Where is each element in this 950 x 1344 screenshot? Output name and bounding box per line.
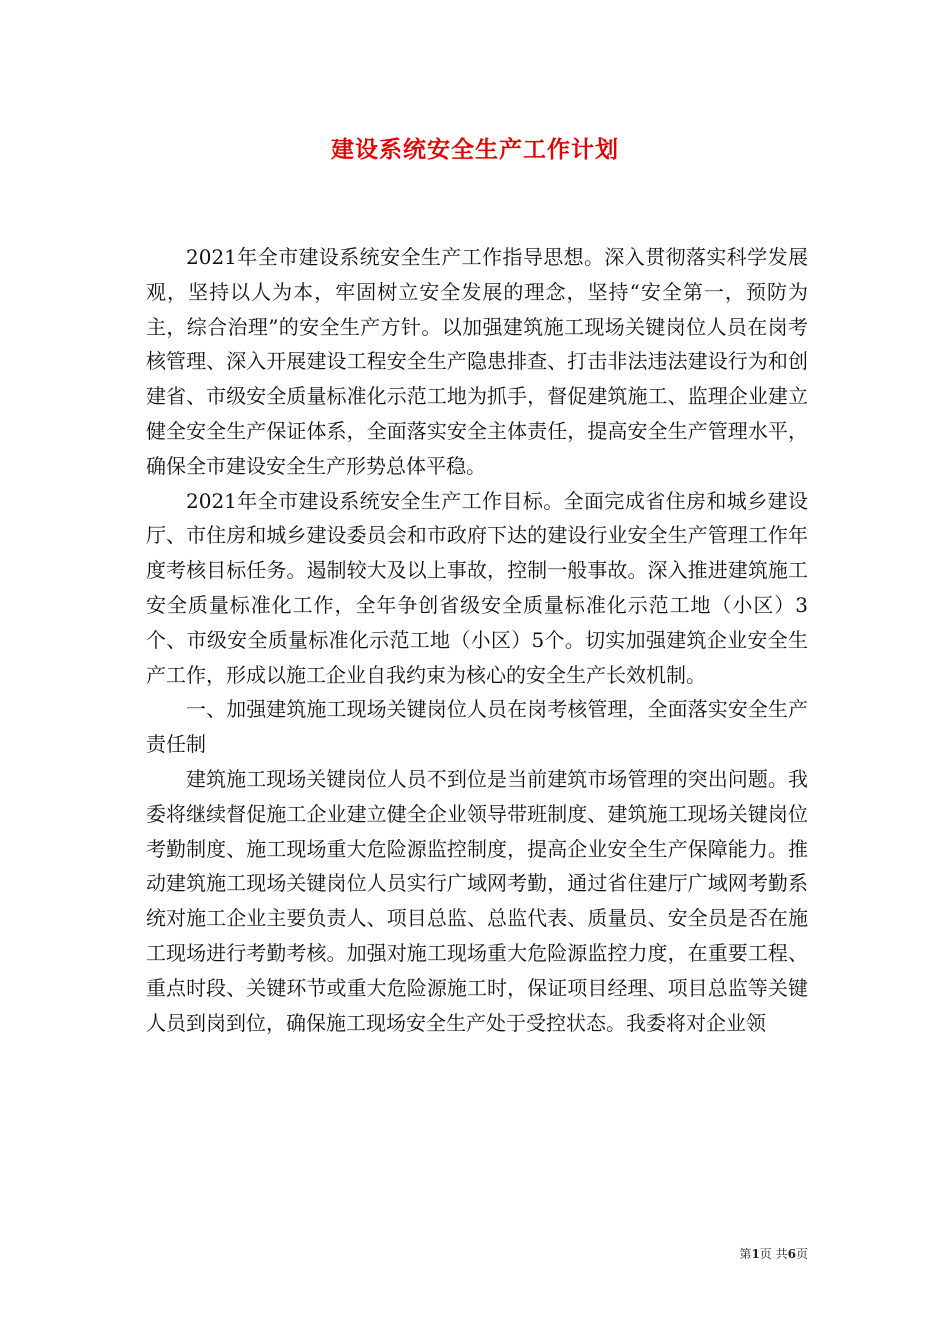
paragraph-guiding-ideology: 2021年全市建设系统安全生产工作指导思想。深入贯彻落实科学发展观，坚持以人为本，牢固树立安全发展的理念，坚持“安全第一，预防为主，综合治理”的安全生产方针。以加强建筑施工现场关键岗位人员在岗考核管理、深入开展建设工程安全生产隐患排查、打击非法违法建设行为和创建省、市级安全质量标准化示范工地为抓手，督促建筑施工、监理企业建立健全安全生产保证体系，全面落实安全主体责任，提高安全生产管理水平，确保全市建设安全生产形势总体平稳。 xyxy=(146,245,808,478)
document-title: 建设系统安全生产工作计划 xyxy=(331,137,619,163)
current-page-number: 1 xyxy=(751,1247,760,1261)
total-pages-number: 6 xyxy=(787,1247,796,1261)
paragraph-work-goals: 2021年全市建设系统安全生产工作目标。全面完成省住房和城乡建设厅、市住房和城乡建设委员会和市政府下达的建设行业安全生产管理工作年度考核目标任务。遏制较大及以上事故，控制一般事故。深入推进建筑施工安全质量标准化工作，全年争创省级安全质量标准化示范工地（小区）3个、市级安全质量标准化示范工地（小区）5个。切实加强建筑企业安全生产工作，形成以施工企业自我约束为核心的安全生产长效机制。 xyxy=(146,488,808,687)
footer-middle: 页 共 xyxy=(759,1247,788,1261)
page-number-footer xyxy=(739,1245,808,1262)
document-body xyxy=(146,240,808,1040)
footer-suffix: 页 xyxy=(795,1247,808,1261)
footer-prefix: 第 xyxy=(739,1247,752,1261)
section-heading-1: 一、加强建筑施工现场关键岗位人员在岗考核管理，全面落实安全生产责任制 xyxy=(146,697,808,757)
paragraph-key-personnel: 建筑施工现场关键岗位人员不到位是当前建筑市场管理的突出问题。我委将继续督促施工企业建立健全企业领导带班制度、建筑施工现场关键岗位考勤制度、施工现场重大危险源监控制度，提高企业安全生产保障能力。推动建筑施工现场关键岗位人员实行广域网考勤，通过省住建厅广域网考勤系统对施工企业主要负责人、项目总监、总监代表、质量员、安全员是否在施工现场进行考勤考核。加强对施工现场重大危险源监控力度，在重要工程、重点时段、关键环节或重大危险源施工时，保证项目经理、项目总监等关键人员到岗到位，确保施工现场安全生产处于受控状态。我委将对企业领 xyxy=(146,766,808,1035)
